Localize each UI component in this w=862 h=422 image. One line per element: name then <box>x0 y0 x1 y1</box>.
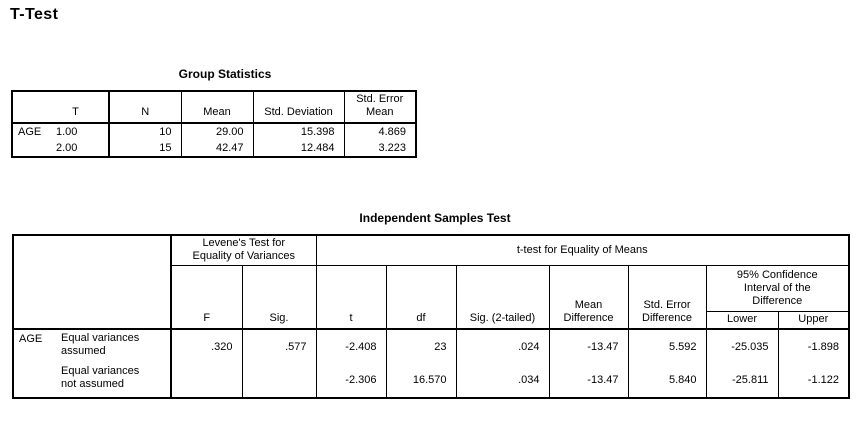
group-stats-row <box>12 123 416 140</box>
col-header-std-error-difference: Std. Error Difference <box>628 265 706 329</box>
cell-variable: AGE <box>18 125 42 138</box>
cell-df: 23 <box>386 329 456 364</box>
cell-f <box>171 364 242 398</box>
corner-header-cell <box>13 235 171 329</box>
col-header-group-variable: T <box>12 91 109 123</box>
cell-mean-difference: -13.47 <box>549 364 628 398</box>
col-header-sig-2-tailed: Sig. (2-tailed) <box>456 265 549 329</box>
cell-mean: 42.47 <box>181 140 253 157</box>
col-header-f: F <box>171 265 242 329</box>
col-header-n: N <box>109 91 181 123</box>
col-header-levene-test: Levene's Test for Equality of Variances <box>171 235 316 265</box>
independent-samples-section <box>12 212 848 399</box>
cell-group-value: 1.00 <box>56 123 109 140</box>
col-header-mean-difference: Mean Difference <box>549 265 628 329</box>
cell-n: 10 <box>109 123 181 140</box>
cell-ci-lower: -25.811 <box>706 364 778 398</box>
cell-sig: .577 <box>242 329 316 364</box>
group-statistics-table <box>11 90 417 158</box>
span-header-row <box>13 235 849 265</box>
test-row-unequal-variances <box>13 364 849 398</box>
cell-n: 15 <box>109 140 181 157</box>
cell-std-error-mean: 3.223 <box>378 141 407 154</box>
cell-sig-2-tailed: .024 <box>456 329 549 364</box>
cell-variable <box>12 140 56 157</box>
group-statistics-section <box>11 68 415 158</box>
col-header-lower: Lower <box>706 311 778 329</box>
col-header-df: df <box>386 265 456 329</box>
cell-std-error-difference: 5.840 <box>628 364 706 398</box>
cell-group-value: 2.00 <box>56 140 109 157</box>
cell-f: .320 <box>171 329 242 364</box>
cell-sig <box>242 364 316 398</box>
independent-samples-table <box>12 234 850 399</box>
cell-t: -2.306 <box>316 364 386 398</box>
cell-mean-difference: -13.47 <box>549 329 628 364</box>
col-header-t: t <box>316 265 386 329</box>
cell-std-deviation: 12.484 <box>253 140 344 157</box>
cell-ci-upper: -1.122 <box>807 374 839 386</box>
cell-variable: AGE <box>19 333 43 345</box>
cell-t: -2.408 <box>316 329 386 364</box>
cell-mean: 29.00 <box>181 123 253 140</box>
col-header-sig: Sig. <box>242 265 316 329</box>
cell-std-error-difference: 5.592 <box>628 329 706 364</box>
col-header-std-deviation: Std. Deviation <box>253 91 344 123</box>
col-header-confidence-interval: 95% Confidence Interval of the Difference <box>706 265 849 311</box>
col-header-ttest-means: t-test for Equality of Means <box>316 235 849 265</box>
test-row-equal-variances <box>13 329 849 364</box>
cell-assumption-label: Equal variances assumed <box>56 329 171 364</box>
col-header-upper: Upper <box>778 311 849 329</box>
group-stats-header-row <box>12 91 416 123</box>
page-title: T-Test <box>10 6 59 23</box>
col-header-std-error-mean: Std. Error Mean <box>344 91 416 123</box>
cell-sig-2-tailed: .034 <box>456 364 549 398</box>
cell-ci-upper: -1.898 <box>807 340 839 353</box>
independent-samples-title: Independent Samples Test <box>359 211 511 225</box>
group-stats-row <box>12 140 416 157</box>
col-header-mean: Mean <box>181 91 253 123</box>
cell-df: 16.570 <box>386 364 456 398</box>
cell-assumption-label: Equal variances not assumed <box>56 364 171 398</box>
cell-std-deviation: 15.398 <box>253 123 344 140</box>
cell-ci-lower: -25.035 <box>706 329 778 364</box>
cell-std-error-mean: 4.869 <box>378 125 407 138</box>
group-statistics-title: Group Statistics <box>178 67 272 81</box>
